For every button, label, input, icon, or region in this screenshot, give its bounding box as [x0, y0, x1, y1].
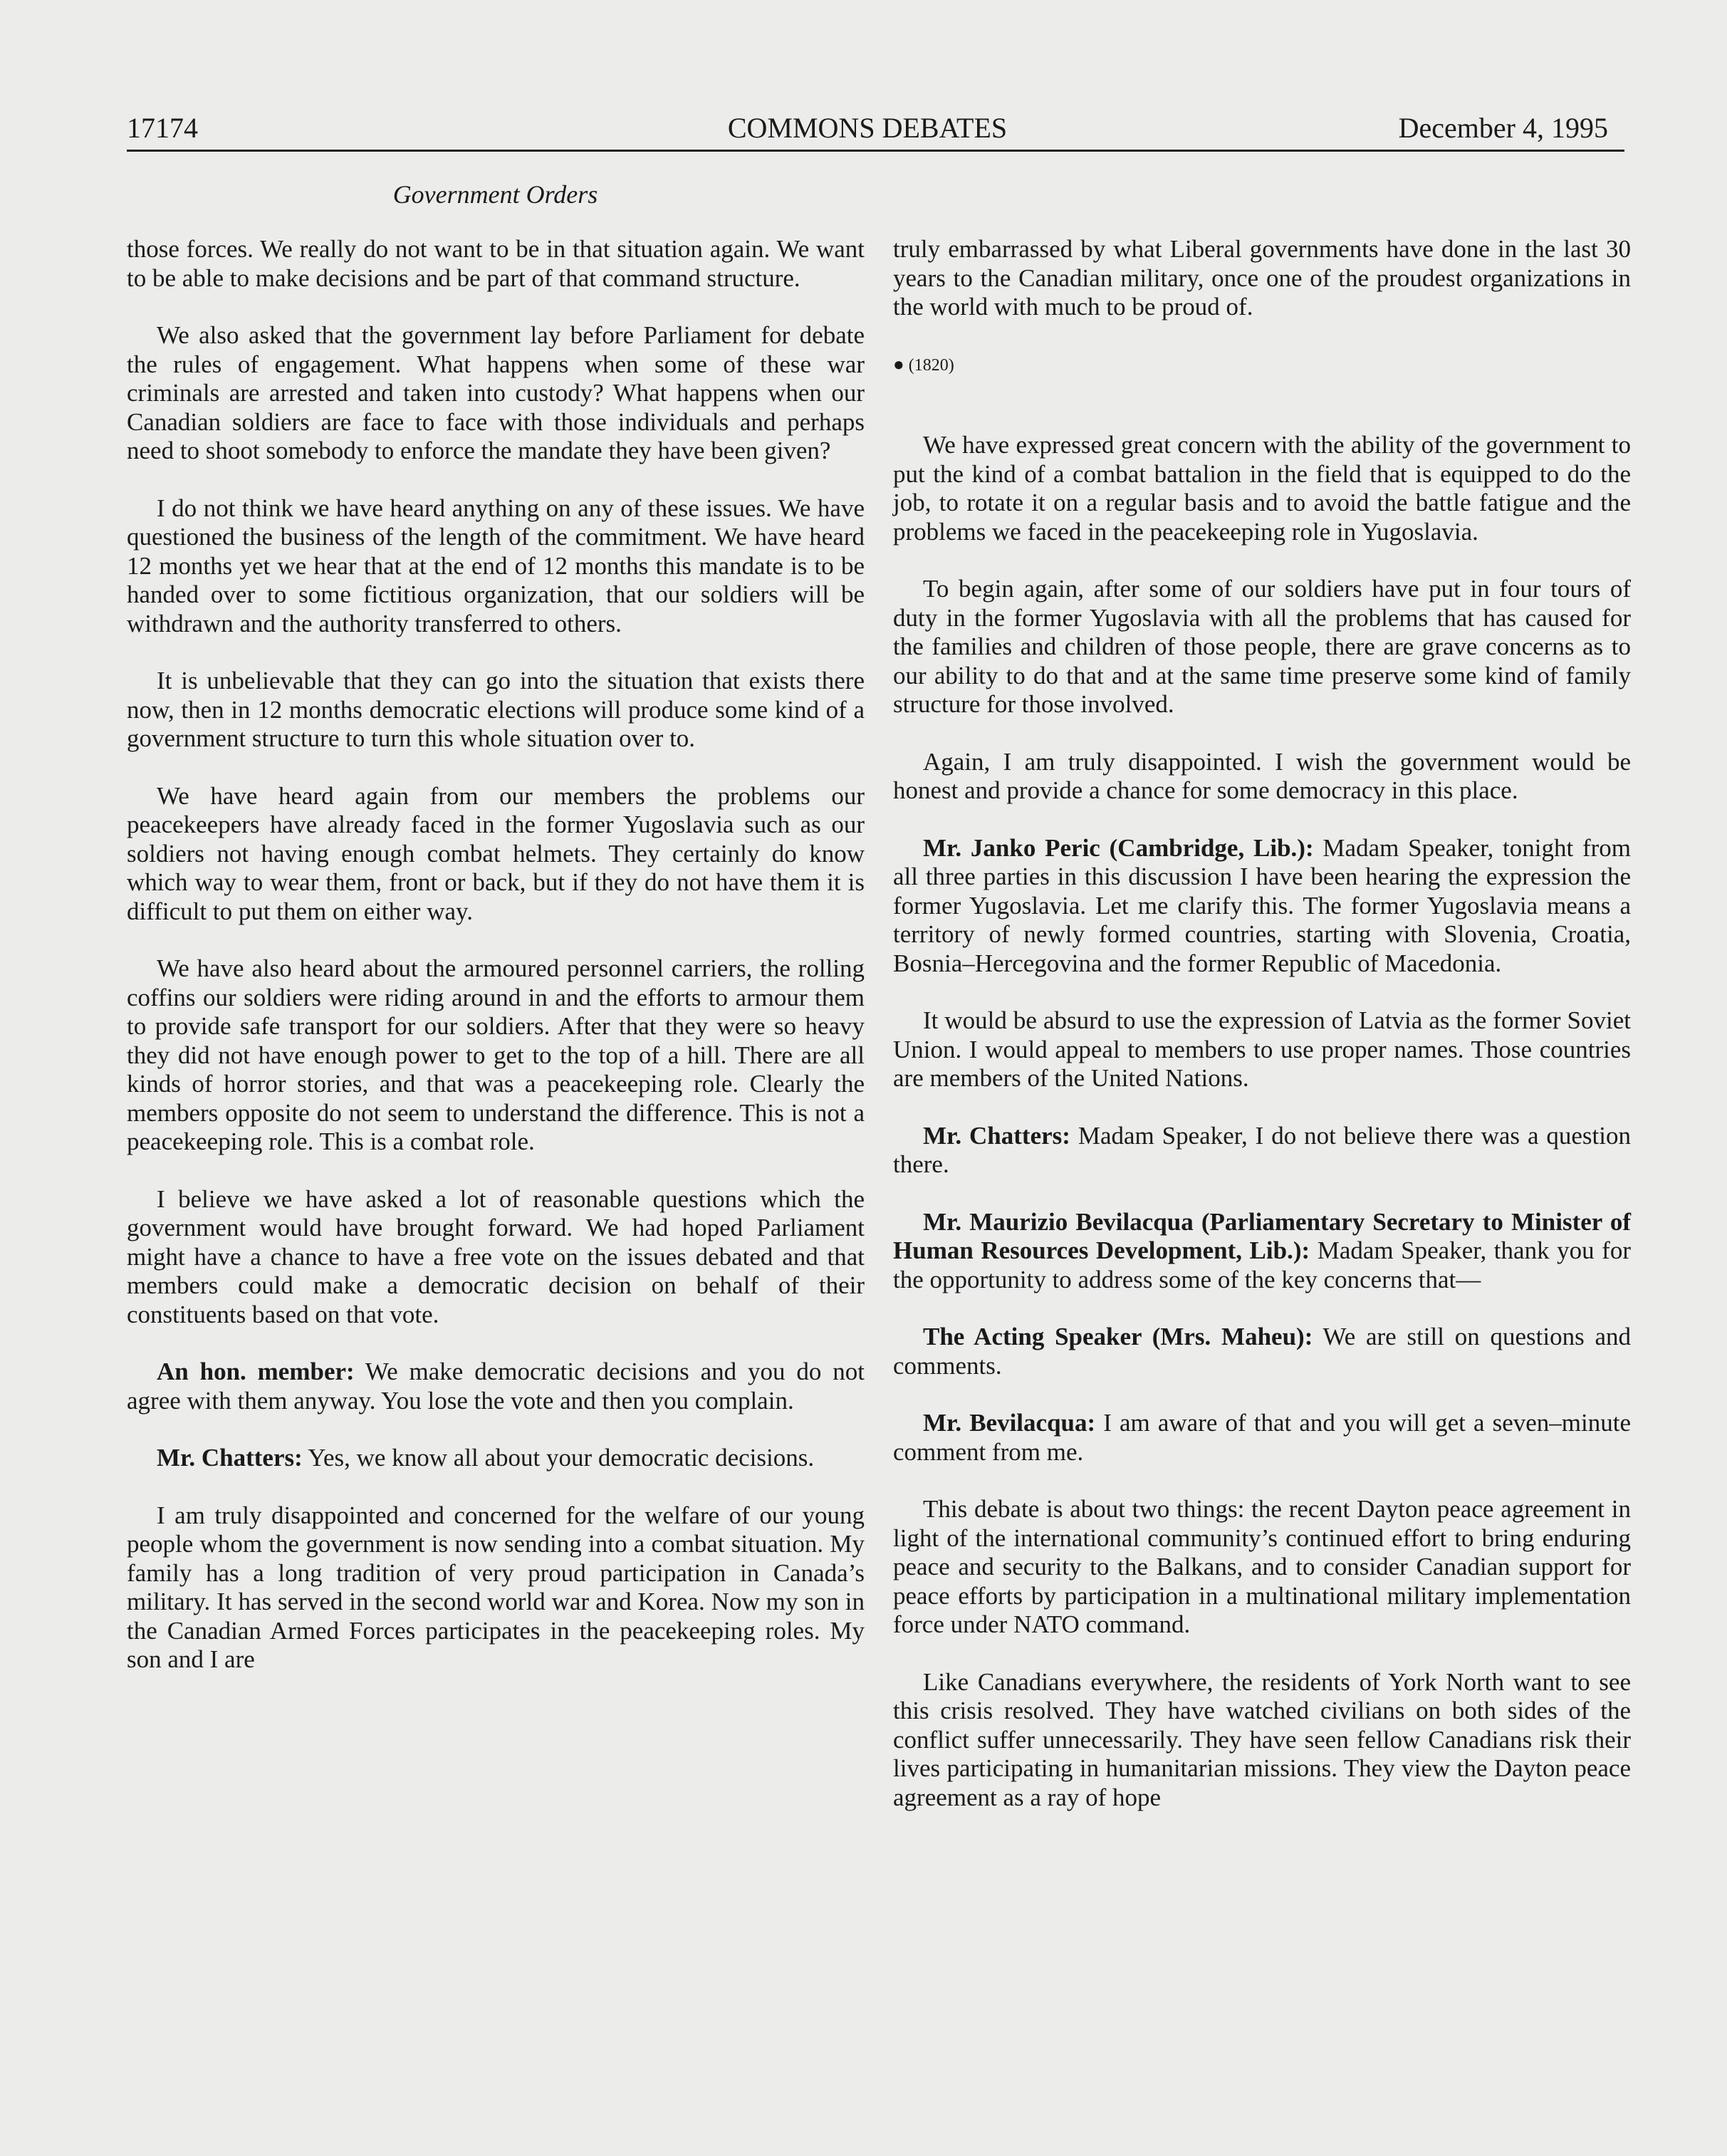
speech-text: Yes, we know all about your democratic decisions.	[302, 1444, 815, 1472]
speaker-name: Mr. Maurizio Bevilacqua (Parliamentary Secretary to Minister of Human Resources Development, Lib.):	[893, 1207, 1631, 1264]
header-rule	[127, 150, 1624, 152]
speech-text: We are still on questions and comments.	[893, 1323, 1632, 1380]
page-number: 17174	[127, 112, 198, 144]
speaker-name: Mr. Janko Peric (Cambridge, Lib.):	[923, 833, 1314, 862]
speech-paragraph	[893, 1323, 1631, 1380]
speech-paragraph	[127, 1358, 865, 1415]
paragraph: We have expressed great concern with the ability of the government to put the kind of a combat battalion in the field that is equipped to do the job, to rotate it on a regular basis and to avoid the battle fatigue and the problems we faced in the peacekeeping role in Yugoslavia.	[893, 431, 1631, 546]
paragraph: I do not think we have heard anything on any of these issues. We have questioned the business of the length of the commitment. We have heard 12 months yet we hear that at the end of 12 months this mandate is to be handed over to some fictitious organization, that our soldiers will be withdrawn and the authority transferred to others.	[127, 494, 865, 637]
speech-text: Madam Speaker, tonight from all three parties in this discussion I have been hearing the expression the former Yugoslavia. Let me clarify this. The former Yugoslavia means a territory of newly formed countries, starting with Slovenia, Croatia, Bosnia–Hercegovina and the former Republic of Macedonia.	[893, 833, 1631, 977]
speech-paragraph	[893, 1122, 1631, 1179]
paragraph: We have heard again from our members the problems our peacekeepers have already faced in the former Yugoslavia such as our soldiers not having enough combat helmets. They certainly do know which way to wear them, front or back, but if they do not have them it is difficult to put them on either way.	[127, 781, 865, 925]
speech-text: I am aware of that and you will get a seven–minute comment from me.	[893, 1409, 1631, 1466]
paragraph: truly embarrassed by what Liberal governments have done in the last 30 years to the Canadian military, once one of the proudest organizations in the world with much to be proud of.	[893, 235, 1631, 321]
speaker-name: An hon. member:	[157, 1358, 355, 1385]
paragraph: I am truly disappointed and concerned for the welfare of our young people whom the government is now sending into a combat situation. My family has a long tradition of very proud participation in Canada’s military. It has served in the second world war and Korea. Now my son in the Canadian Armed Forces participates in the peacekeeping roles. My son and I are	[127, 1501, 865, 1673]
paragraph: I believe we have asked a lot of reasonable questions which the government would have brought forward. We had hoped Parliament might have a chance to have a free vote on the issues debated and that members could make a democratic decision on behalf of their constituents based on that vote.	[127, 1184, 865, 1328]
paragraph: We also asked that the government lay before Parliament for debate the rules of engagement. What happens when some of these war criminals are arrested and taken into custody? What happens when our Canadian soldiers are face to face with those individuals and perhaps need to shoot somebody to enforce the mandate they have been given?	[127, 321, 865, 464]
speaker-name: Mr. Bevilacqua:	[923, 1409, 1096, 1437]
time-marker-text: (1820)	[908, 355, 954, 375]
paragraph: To begin again, after some of our soldiers have put in four tours of duty in the former Yugoslavia with all the problems that has caused for the families and children of those people, there are grave concerns as to our ability to do that and at the same time preserve some kind of family structure for those involved.	[893, 575, 1631, 718]
section-title: Government Orders	[392, 180, 598, 209]
speaker-name: Mr. Chatters:	[923, 1121, 1070, 1150]
publication-date: December 4, 1995	[1398, 112, 1608, 144]
left-column	[127, 235, 865, 1703]
paragraph: This debate is about two things: the recent Dayton peace agreement in light of the international community’s continued effort to bring enduring peace and security to the Balkans, and to consider Canadian support for peace efforts by participation in a multinational military implementation force under NATO command.	[893, 1495, 1631, 1638]
speaker-name: Mr. Chatters:	[157, 1444, 303, 1472]
speech-paragraph	[893, 1208, 1631, 1295]
speech-paragraph	[893, 1409, 1631, 1467]
speech-paragraph	[893, 834, 1631, 979]
speech-text: Madam Speaker, I do not believe there was a question there.	[893, 1121, 1631, 1178]
paragraph: those forces. We really do not want to be in that situation again. We want to be able to make decisions and be part of that command structure.	[127, 235, 865, 292]
time-marker	[893, 350, 1631, 380]
speaker-name: The Acting Speaker (Mrs. Maheu):	[923, 1323, 1313, 1350]
paragraph: Like Canadians everywhere, the residents of York North want to see this crisis resolved. They have watched civilians on both sides of the conflict suffer unnecessarily. They have seen fellow Canadians risk their lives participating in humanitarian missions. They view the Dayton peace agreement as a ray of hope	[893, 1667, 1631, 1811]
speech-text: Madam Speaker, thank you for the opportunity to address some of the key concerns that—	[893, 1236, 1631, 1293]
paragraph: We have also heard about the armoured personnel carriers, the rolling coffins our soldiers were riding around in and the efforts to armour them to provide safe transport for our soldiers. After that they were so heavy they did not have enough power to get to the top of a hill. There are all kinds of horror stories, and that was a peacekeeping role. Clearly the members opposite do not seem to understand the difference. This is not a peacekeeping role. This is a combat role.	[127, 954, 865, 1155]
paragraph: It would be absurd to use the expression of Latvia as the former Soviet Union. I would appeal to members to use proper names. Those countries are members of the United Nations.	[893, 1006, 1631, 1092]
bullet-icon: ●	[893, 353, 904, 375]
page-header	[127, 105, 1608, 148]
paragraph: It is unbelievable that they can go into the situation that exists there now, then in 12 months democratic elections will produce some kind of a government structure to turn this whole situation over to.	[127, 667, 865, 752]
right-column	[893, 235, 1631, 1840]
speech-paragraph	[127, 1444, 865, 1473]
speech-text: We make democratic decisions and you do not agree with them anyway. You lose the vote and then you complain.	[127, 1358, 865, 1415]
publication-title: COMMONS DEBATES	[727, 112, 1008, 144]
paragraph: Again, I am truly disappointed. I wish the government would be honest and provide a chance for some democracy in this place.	[893, 747, 1631, 804]
